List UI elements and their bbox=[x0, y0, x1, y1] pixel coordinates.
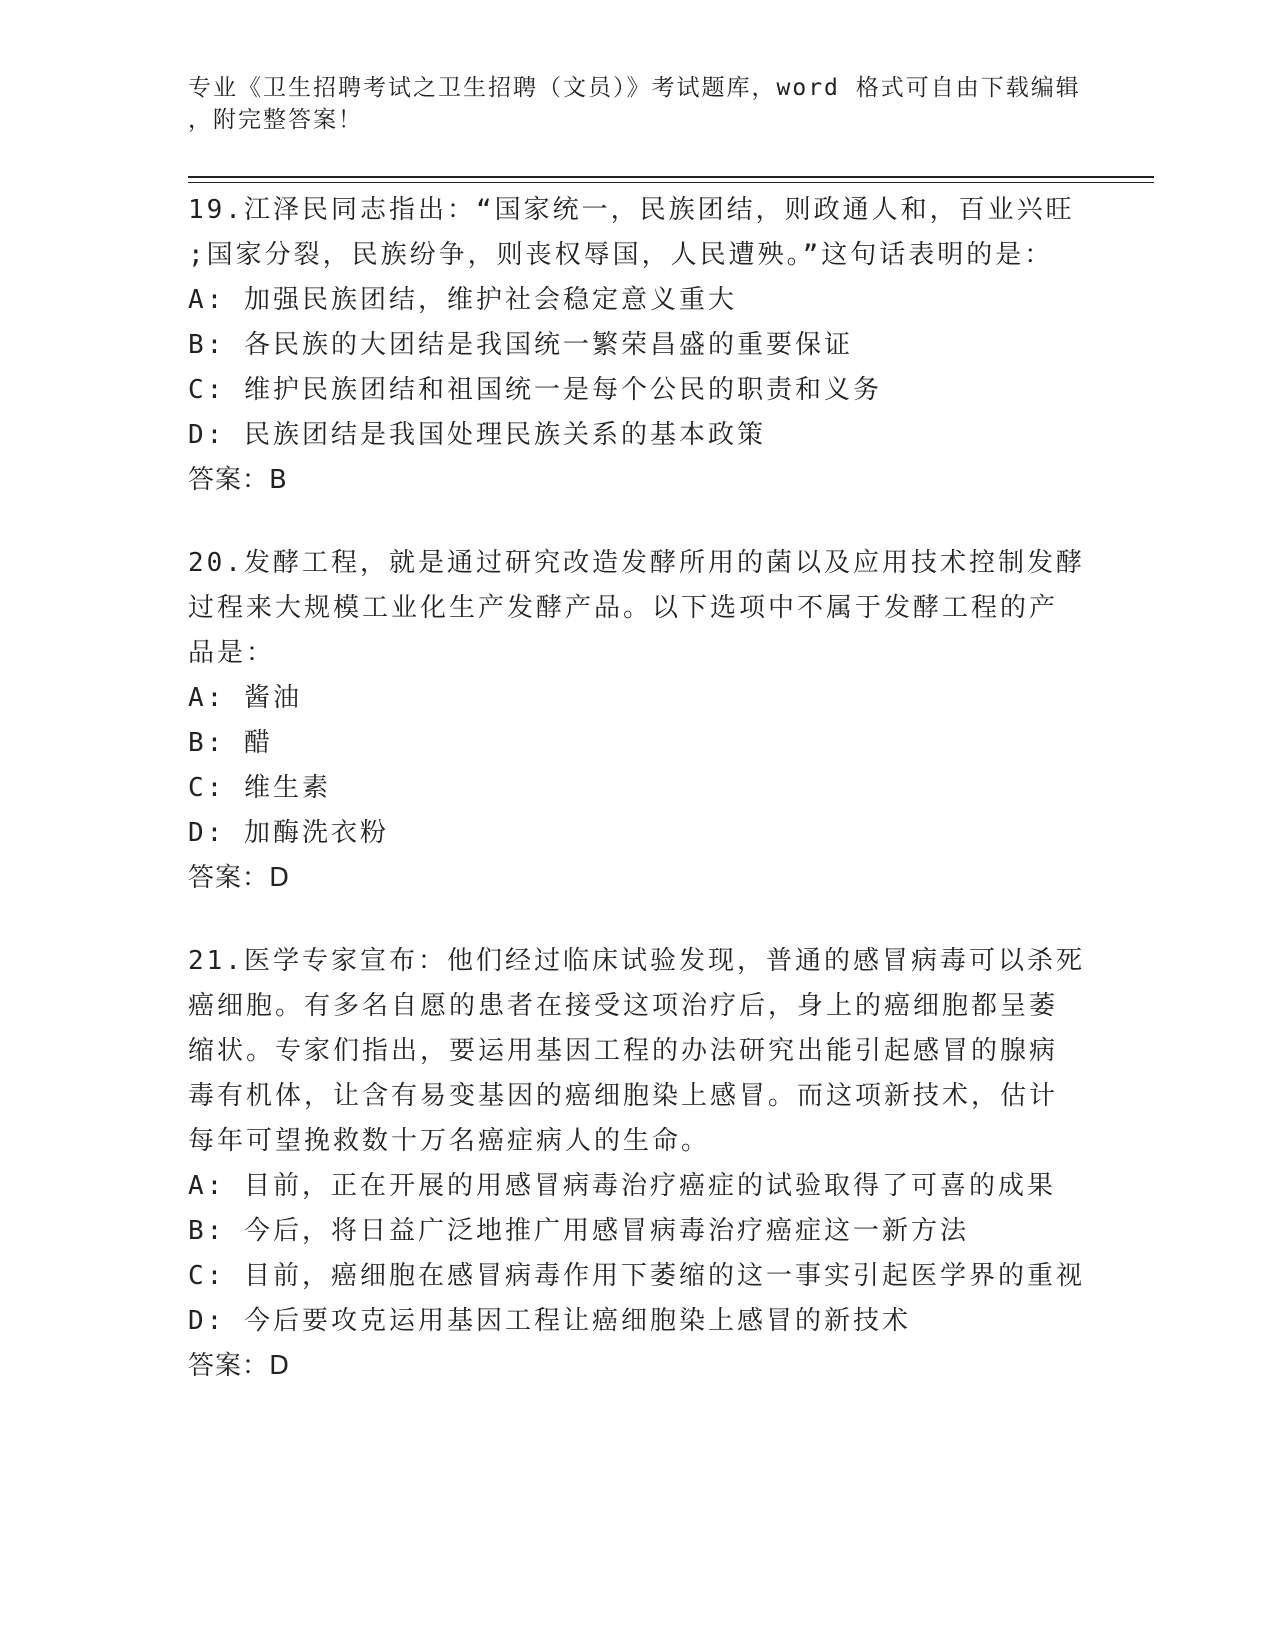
option-c: C: 维生素 bbox=[188, 773, 331, 803]
answer-label: 答案：D bbox=[188, 1351, 291, 1381]
stem-line: 癌细胞。有多名自愿的患者在接受这项治疗后，身上的癌细胞都呈萎 bbox=[188, 991, 1059, 1021]
header-line-1: 专业《卫生招聘考试之卫生招聘（文员）》考试题库，word 格式可自由下载编辑 bbox=[188, 75, 1081, 101]
option-c: C: 维护民族团结和祖国统一是每个公民的职责和义务 bbox=[188, 375, 882, 405]
stem-line: ;国家分裂，民族纷争，则丧权辱国，人民遭殃。”这句话表明的是： bbox=[188, 240, 1054, 270]
stem-line: 19.江泽民同志指出：“国家统一，民族团结，则政通人和，百业兴旺 bbox=[188, 195, 1075, 225]
question-19 bbox=[188, 188, 1088, 503]
stem-line: 过程来大规模工业化生产发酵产品。以下选项中不属于发酵工程的产 bbox=[188, 593, 1059, 623]
question-stem bbox=[188, 541, 1088, 676]
stem-line: 20.发酵工程，就是通过研究改造发酵所用的菌以及应用技术控制发酵 bbox=[188, 548, 1085, 578]
option-c: C: 目前，癌细胞在感冒病毒作用下萎缩的这一事实引起医学界的重视 bbox=[188, 1261, 1085, 1291]
document-header bbox=[188, 72, 1088, 136]
stem-line: 毒有机体，让含有易变基因的癌细胞染上感冒。而这项新技术，估计 bbox=[188, 1081, 1059, 1111]
stem-line: 品是： bbox=[188, 638, 276, 668]
stem-line: 每年可望挽救数十万名癌症病人的生命。 bbox=[188, 1126, 711, 1156]
option-d: D: 民族团结是我国处理民族关系的基本政策 bbox=[188, 420, 766, 450]
header-line-2: ，附完整答案！ bbox=[188, 107, 363, 133]
option-b: B: 今后，将日益广泛地推广用感冒病毒治疗癌症这一新方法 bbox=[188, 1216, 969, 1246]
question-stem bbox=[188, 939, 1088, 1164]
stem-line: 缩状。专家们指出，要运用基因工程的办法研究出能引起感冒的腺病 bbox=[188, 1036, 1059, 1066]
option-a: A: 目前，正在开展的用感冒病毒治疗癌症的试验取得了可喜的成果 bbox=[188, 1171, 1056, 1201]
option-b: B: 醋 bbox=[188, 728, 273, 758]
answer-label: 答案：B bbox=[188, 465, 288, 495]
answer-label: 答案：D bbox=[188, 863, 291, 893]
option-a: A: 加强民族团结，维护社会稳定意义重大 bbox=[188, 285, 737, 315]
question-20 bbox=[188, 541, 1088, 901]
option-d: D: 加酶洗衣粉 bbox=[188, 818, 389, 848]
question-list bbox=[188, 188, 1088, 1427]
question-stem bbox=[188, 188, 1088, 278]
option-a: A: 酱油 bbox=[188, 683, 302, 713]
header-divider-thick bbox=[188, 176, 1154, 178]
header-divider-thin bbox=[188, 182, 1154, 183]
question-21 bbox=[188, 939, 1088, 1389]
option-d: D: 今后要攻克运用基因工程让癌细胞染上感冒的新技术 bbox=[188, 1306, 911, 1336]
stem-line: 21.医学专家宣布：他们经过临床试验发现，普通的感冒病毒可以杀死 bbox=[188, 946, 1085, 976]
option-b: B: 各民族的大团结是我国统一繁荣昌盛的重要保证 bbox=[188, 330, 853, 360]
